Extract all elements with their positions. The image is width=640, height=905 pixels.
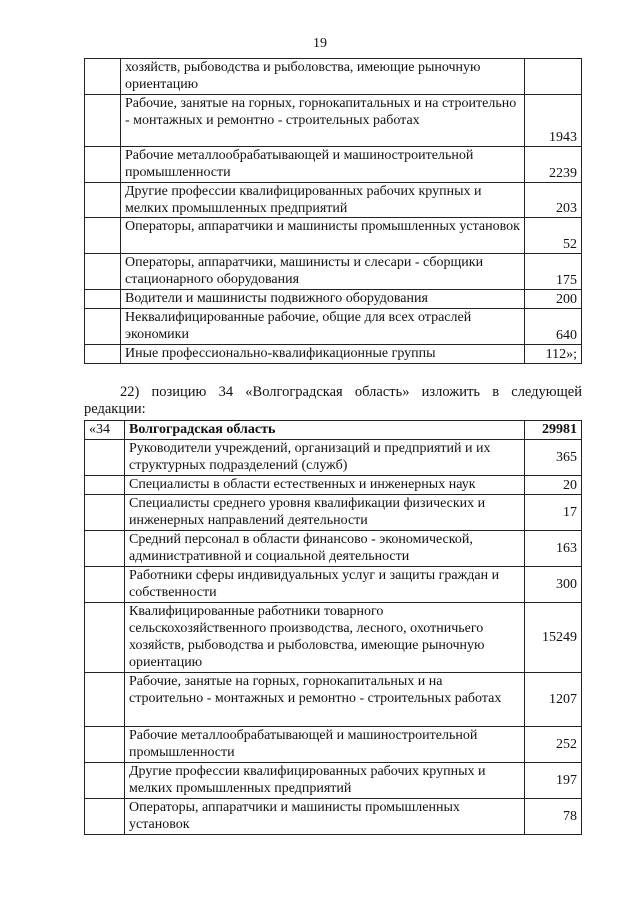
row-number-cell <box>85 495 125 531</box>
row-value-cell: 300 <box>525 567 582 603</box>
row-number-cell <box>85 673 125 727</box>
row-label-cell: Рабочие, занятые на горных, горнокапитальных и на строительно - монтажных и ремонтно - строительных работах <box>121 95 525 147</box>
row-value-cell: 112»; <box>525 345 582 364</box>
table-row <box>85 603 582 673</box>
row-number-cell <box>85 567 125 603</box>
region-total-cell: 29981 <box>525 421 582 440</box>
row-value-cell: 252 <box>525 727 582 763</box>
row-label-cell: Другие профессии квалифицированных рабочих крупных и мелких промышленных предприятий <box>125 763 525 799</box>
row-value-cell: 78 <box>525 799 582 835</box>
table-row <box>85 440 582 476</box>
row-label-cell: Работники сферы индивидуальных услуг и защиты граждан и собственности <box>125 567 525 603</box>
row-label-cell: Операторы, аппаратчики и машинисты промышленных установок <box>121 218 525 254</box>
row-label-cell: Руководители учреждений, организаций и предприятий и их структурных подразделений (служб) <box>125 440 525 476</box>
table-row <box>85 567 582 603</box>
row-label-cell: Специалисты в области естественных и инженерных наук <box>125 476 525 495</box>
row-label-cell: Водители и машинисты подвижного оборудования <box>121 290 525 309</box>
row-value-cell: 203 <box>525 183 582 218</box>
row-value-cell: 17 <box>525 495 582 531</box>
table-row <box>85 763 582 799</box>
row-label-cell: Средний персонал в области финансово - экономической, административной и социальной деятельности <box>125 531 525 567</box>
row-value-cell: 175 <box>525 254 582 290</box>
table-row <box>85 147 582 183</box>
row-value-cell: 52 <box>525 218 582 254</box>
amendment-text: 22) позицию 34 «Волгоградская область» изложить в следующей редакции: <box>84 384 582 417</box>
row-value-cell: 163 <box>525 531 582 567</box>
row-label-cell: хозяйств, рыбоводства и рыболовства, имеющие рыночную ориентацию <box>121 59 525 95</box>
row-number-cell <box>85 440 125 476</box>
row-number-cell: «34 <box>85 421 125 440</box>
row-label-cell: Операторы, аппаратчики и машинисты промышленных установок <box>125 799 525 835</box>
table-row <box>85 495 582 531</box>
page-number: 19 <box>313 36 327 51</box>
row-label-cell: Квалифицированные работники товарного сельскохозяйственного производства, лесного, охотничьего хозяйств, рыбоводства и рыболовства, имеющие рыночную ориентацию <box>125 603 525 673</box>
row-value-cell: 15249 <box>525 603 582 673</box>
row-number-cell <box>85 603 125 673</box>
row-number-cell <box>85 799 125 835</box>
row-number-cell <box>85 727 125 763</box>
row-number-cell <box>85 531 125 567</box>
table-row <box>85 290 582 309</box>
row-number-cell <box>85 476 125 495</box>
row-number-cell <box>85 95 121 147</box>
row-value-cell: 1943 <box>525 95 582 147</box>
row-number-cell <box>85 183 121 218</box>
table-row-header <box>85 421 582 440</box>
row-number-cell <box>85 147 121 183</box>
row-label-cell: Иные профессионально-квалификационные группы <box>121 345 525 364</box>
row-number-cell <box>85 345 121 364</box>
row-number-cell <box>85 309 121 345</box>
row-label-cell: Рабочие металлообрабатывающей и машиностроительной промышленности <box>125 727 525 763</box>
row-label-cell: Специалисты среднего уровня квалификации физических и инженерных направлений деятельности <box>125 495 525 531</box>
table-row <box>85 673 582 727</box>
row-label-cell: Рабочие, занятые на горных, горнокапитальных и на строительно - монтажных и ремонтно - строительных работах <box>125 673 525 727</box>
row-number-cell <box>85 218 121 254</box>
row-value-cell: 2239 <box>525 147 582 183</box>
row-value-cell: 1207 <box>525 673 582 727</box>
row-label-cell: Операторы, аппаратчики, машинисты и слесари - сборщики стационарного оборудования <box>121 254 525 290</box>
amendment-paragraph <box>84 384 582 418</box>
row-number-cell <box>85 254 121 290</box>
row-value-cell: 200 <box>525 290 582 309</box>
table-row <box>85 59 582 95</box>
table-row <box>85 727 582 763</box>
row-label-cell: Другие профессии квалифицированных рабочих крупных и мелких промышленных предприятий <box>121 183 525 218</box>
row-value-cell <box>525 59 582 95</box>
row-value-cell: 197 <box>525 763 582 799</box>
row-value-cell: 365 <box>525 440 582 476</box>
row-value-cell: 20 <box>525 476 582 495</box>
region-name-cell: Волгоградская область <box>125 421 525 440</box>
table-row <box>85 254 582 290</box>
table-row <box>85 476 582 495</box>
table-row <box>85 95 582 147</box>
table-volgograd <box>84 420 582 835</box>
table-row <box>85 183 582 218</box>
table-row <box>85 345 582 364</box>
row-value-cell: 640 <box>525 309 582 345</box>
row-number-cell <box>85 290 121 309</box>
table-row <box>85 799 582 835</box>
row-number-cell <box>85 59 121 95</box>
row-label-cell: Рабочие металлообрабатывающей и машиностроительной промышленности <box>121 147 525 183</box>
row-number-cell <box>85 763 125 799</box>
table-row <box>85 218 582 254</box>
table-row <box>85 531 582 567</box>
table-continued <box>84 58 582 364</box>
row-label-cell: Неквалифицированные рабочие, общие для всех отраслей экономики <box>121 309 525 345</box>
table-row <box>85 309 582 345</box>
